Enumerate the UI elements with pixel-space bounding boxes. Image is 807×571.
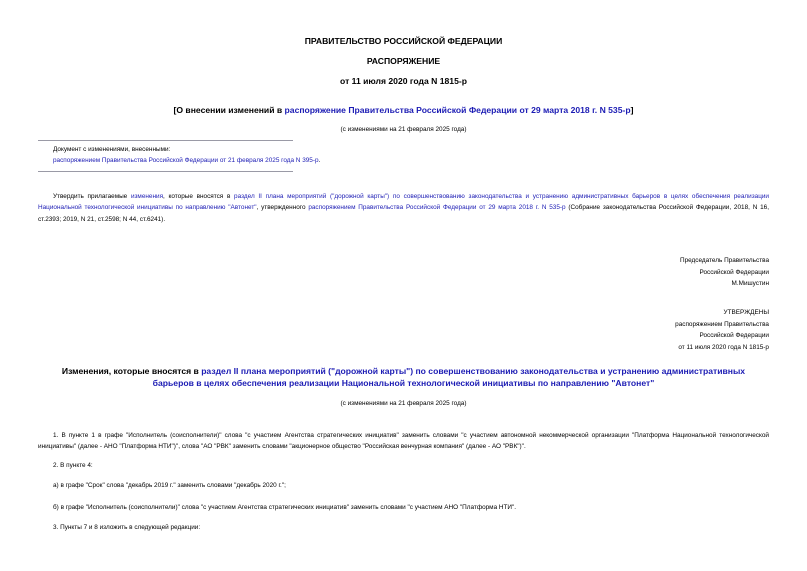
order-535-link[interactable]: распоряжением Правительства Российской Федерации от 29 марта 2018 г. N 535-р — [308, 204, 566, 212]
changes-title — [50, 366, 757, 390]
item-2a: а) в графе "Срок" слова "декабрь 2019 г." заменить словами "декабрь 2020 г."; — [53, 482, 286, 489]
item-2: 2. В пункте 4: — [53, 462, 93, 469]
para-text-3: , утвержденного — [256, 204, 309, 212]
approved-by: распоряжением Правительства — [675, 320, 769, 328]
signature-position: Председатель Правительства — [680, 257, 769, 264]
document-type-heading: РАСПОРЯЖЕНИЕ — [366, 56, 441, 66]
changes-box-label: Документ с изменениями, внесенными: — [53, 146, 171, 153]
para-text-1: Утвердить прилагаемые — [53, 193, 131, 200]
item-2b: б) в графе "Исполнитель (соисполнители)" слова "с участием Агентства стратегических инициатив" заменить словами "с участием АНО "Платформа НТИ". — [53, 504, 517, 511]
document-date-number: от 11 июля 2020 года N 1815-р — [340, 76, 467, 86]
document-title — [0, 105, 807, 115]
signature-country: Российской Федерации — [699, 268, 769, 276]
changes-box-end: . — [318, 156, 321, 164]
signature-block — [469, 255, 769, 290]
roadmap-section-link[interactable]: раздел II плана мероприятий ("дорожной карты") по совершенствованию законодательства и устранению административных барьеров в целях обеспечения реализации Национальной технологической инициативы по направлению "Автонет" — [38, 193, 770, 212]
title-suffix: ] — [630, 105, 634, 115]
para-text-2: , которые вносятся в — [163, 193, 235, 200]
revision-note-2: (с изменениями на 21 февраля 2025 года) — [340, 400, 467, 407]
changes-box-link[interactable]: распоряжением Правительства Российской Федерации от 21 февраля 2025 года N 395-р — [53, 156, 319, 164]
divider-top — [38, 140, 293, 141]
signature-name: М.Мишустин — [731, 280, 769, 288]
main-paragraph — [38, 191, 769, 225]
item-1: 1. В пункте 1 в графе "Исполнитель (соисполнители)" слова "с участием Агентства стратегических инициатив" заменить словами "с участием автономной некоммерческой организации "Платформа Национальной технологической инициативы" (далее - АНО "Платформа НТИ")", слова "АО "РВК" заменить словами "акционерное общество "Российская венчурная компания" (далее - АО "РВК")". — [38, 432, 769, 451]
changes-box — [53, 145, 413, 166]
approved-country: Российской Федерации — [699, 332, 769, 340]
changes-title-link[interactable]: раздел II плана мероприятий ("дорожной карты") по совершенствованию законодательства и устранению административных барьеров в целях обеспечения реализации Национальной технологической инициативы по направлению "Автонет" — [152, 366, 746, 388]
title-prefix: [О внесении изменений в — [173, 105, 285, 115]
revision-note: (с изменениями на 21 февраля 2025 года) — [340, 126, 467, 133]
government-heading: ПРАВИТЕЛЬСТВО РОССИЙСКОЙ ФЕДЕРАЦИИ — [304, 36, 503, 46]
approved-date: от 11 июля 2020 года N 1815-р — [678, 344, 769, 352]
changes-title-prefix: Изменения, которые вносятся в — [61, 366, 202, 376]
para-text-4: (Собрание законодательства Российской Федерации, 2018, N 16, ст.2393; 2019, N 21, ст.2598; N 44, ст.6241). — [38, 204, 769, 223]
divider-bottom — [38, 171, 293, 172]
item-3: 3. Пункты 7 и 8 изложить в следующей редакции: — [53, 524, 201, 531]
changes-link[interactable]: изменения — [130, 193, 164, 200]
approved-heading: УТВЕРЖДЕНЫ — [723, 309, 769, 316]
changes-box-line — [53, 156, 413, 166]
approved-block — [469, 307, 769, 354]
title-link[interactable]: распоряжение Правительства Российской Федерации от 29 марта 2018 г. N 535-р — [284, 105, 631, 115]
